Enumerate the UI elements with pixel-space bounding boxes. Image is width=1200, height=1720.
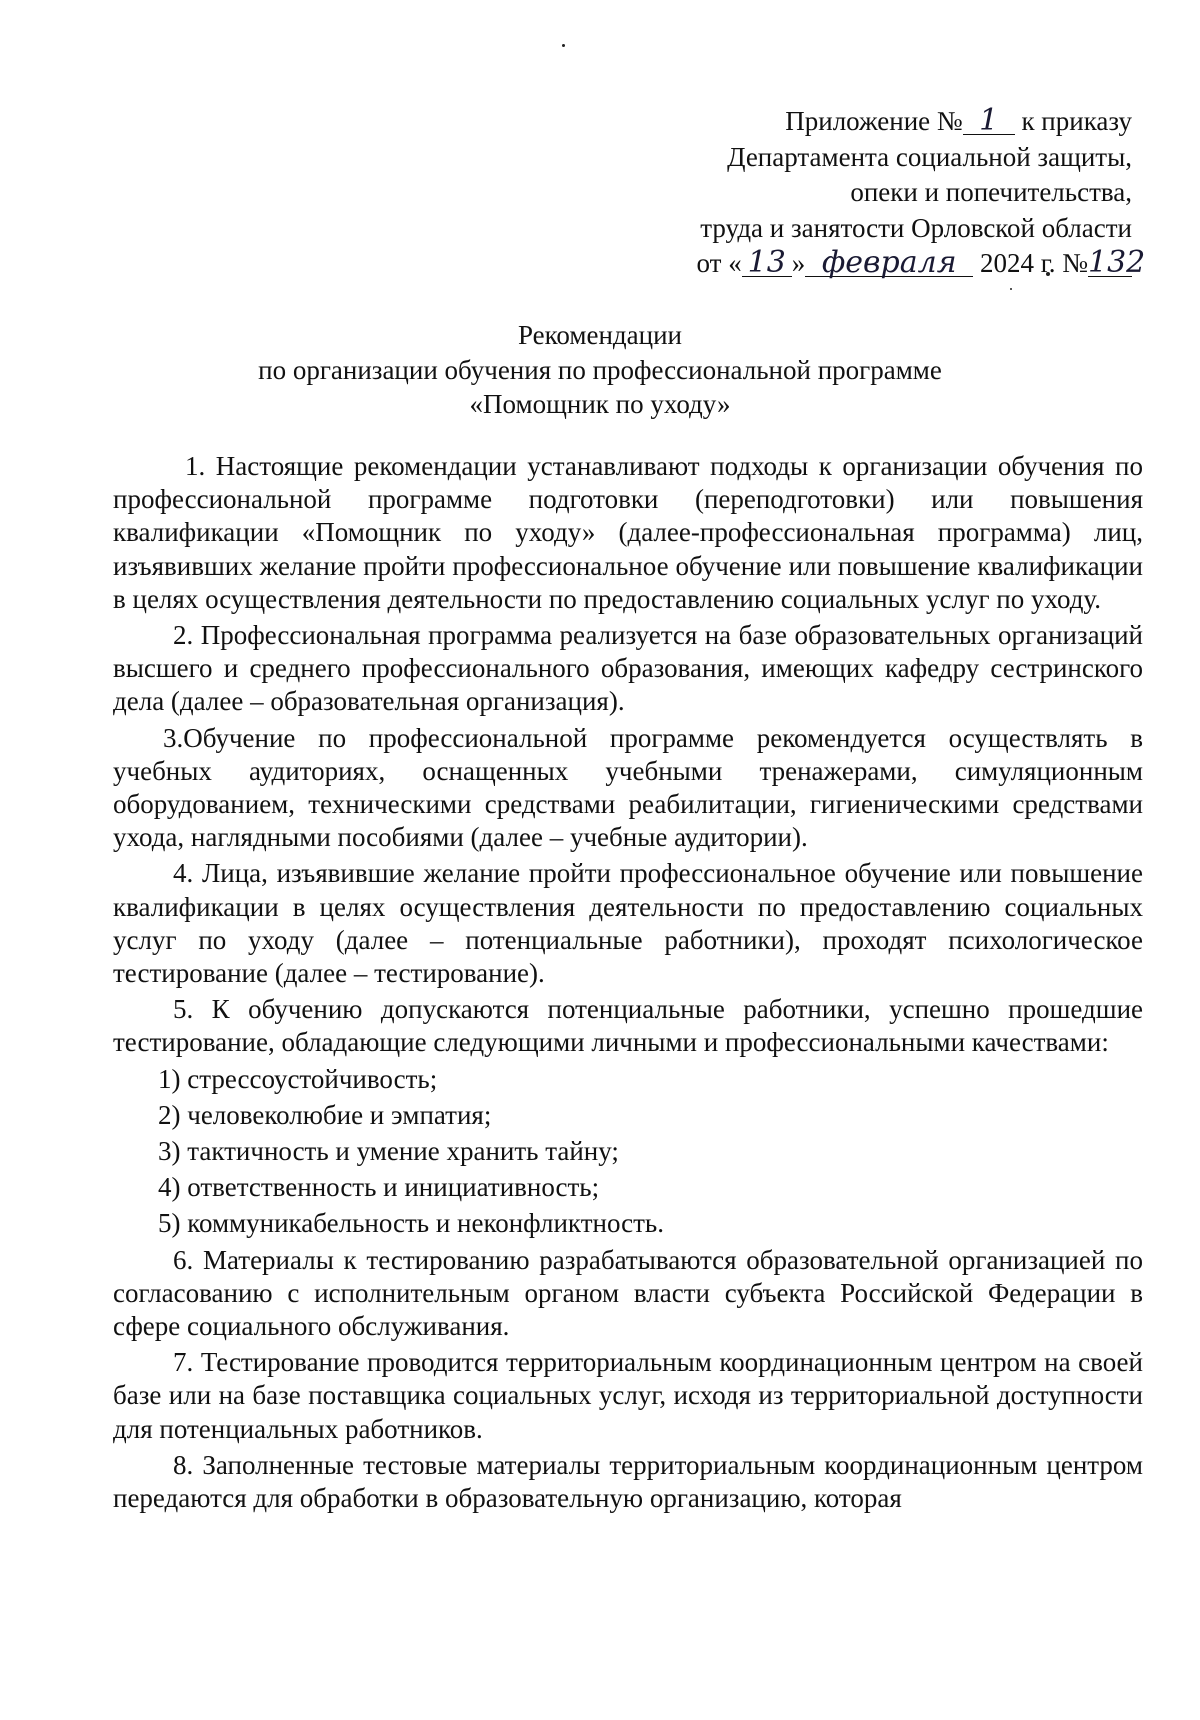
date-month-handwritten: февраля [805, 250, 973, 277]
paragraph-1: 1. Настоящие рекомендации устанавливают подходы к организации обучения по профессиональной программе подготовки (переподготовки) или повышения квалификации «Помощник по уходу» (далее-профессиональная программа) лиц, изъявивших желание пройти профессиональное обучение или повышение квалификации в целях осуществления деятельности по предоставлению социальных услуг по уходу. [113, 451, 1143, 614]
quality-item: 1) стрессоустойчивость; [158, 1063, 438, 1094]
paragraph-4: 4. Лица, изъявившие желание пройти профессиональное обучение или повышение квалификации в целях осуществления деятельности по предоставлению социальных услуг по уходу (далее – потенциальные работники), проходят психологическое тестирование (далее – тестирование). [113, 858, 1143, 989]
header-line-3: опеки и попечительства, [850, 177, 1132, 207]
quality-item: 5) коммуникабельность и неконфликтность. [158, 1208, 664, 1239]
header-line-4: труда и занятости Орловской области [700, 212, 1132, 243]
date-quote: » [791, 248, 806, 278]
quality-item: 2) человеколюбие и эмпатия; [158, 1099, 492, 1130]
title-line-3: «Помощник по уходу» [469, 389, 731, 419]
order-ref-label: к приказу [1021, 106, 1132, 136]
paragraph-3: 3.Обучение по профессиональной программе рекомендуется осуществлять в учебных аудиториях, оснащенных учебными тренажерами, симуляционным оборудованием, техническими средствами реабилитации, гигиеническими средствами ухода, наглядными пособиями (далее – учебные аудитории). [113, 722, 1143, 853]
scan-speck [562, 44, 565, 47]
appendix-number-handwritten: 1 [963, 108, 1015, 135]
paragraph-5: 5. К обучению допускаются потенциальные работники, успешно прошедшие тестирование, обладающие следующими личными и профессиональными качествами: [113, 994, 1143, 1058]
paragraph-8: 8. Заполненные тестовые материалы территориальным координационным центром передаются для обработки в образовательную организацию, которая [113, 1449, 1143, 1514]
approval-header [696, 103, 1146, 282]
header-line-1 [697, 104, 1133, 140]
quality-item: 4) ответственность и инициативность; [158, 1172, 600, 1203]
order-number-handwritten: 132 [1088, 245, 1146, 280]
document-title [100, 318, 1100, 422]
date-prefix: от « [696, 248, 742, 278]
paragraph-7: 7. Тестирование проводится территориальным координационным центром на своей базе или на базе поставщика социальных услуг, исходя из территориальной доступности для потенциальных работников. [113, 1347, 1143, 1444]
date-year-label: 2024 г. № [979, 248, 1088, 278]
header-date-line [696, 245, 1146, 282]
paragraph-2: 2. Профессиональная программа реализуется на базе образовательных организаций высшего и среднего профессионального образования, имеющих кафедру сестринского дела (далее – образовательная организация). [113, 620, 1143, 717]
appendix-label: Приложение № [785, 106, 963, 136]
scan-speck [1010, 288, 1012, 290]
title-line-1: Рекомендации [518, 320, 682, 350]
quality-item: 3) тактичность и умение хранить тайну; [158, 1136, 619, 1167]
header-line-2: Департамента социальной защиты, [727, 141, 1132, 172]
document-body [113, 450, 1143, 1518]
title-line-2: по организации обучения по профессиональной программе [258, 354, 942, 385]
paragraph-6: 6. Материалы к тестированию разрабатываются образовательной организацией по согласованию с исполнительным органом власти субъекта Российской Федерации в сфере социального обслуживания. [113, 1244, 1143, 1342]
date-day-handwritten: 13 [742, 250, 792, 277]
